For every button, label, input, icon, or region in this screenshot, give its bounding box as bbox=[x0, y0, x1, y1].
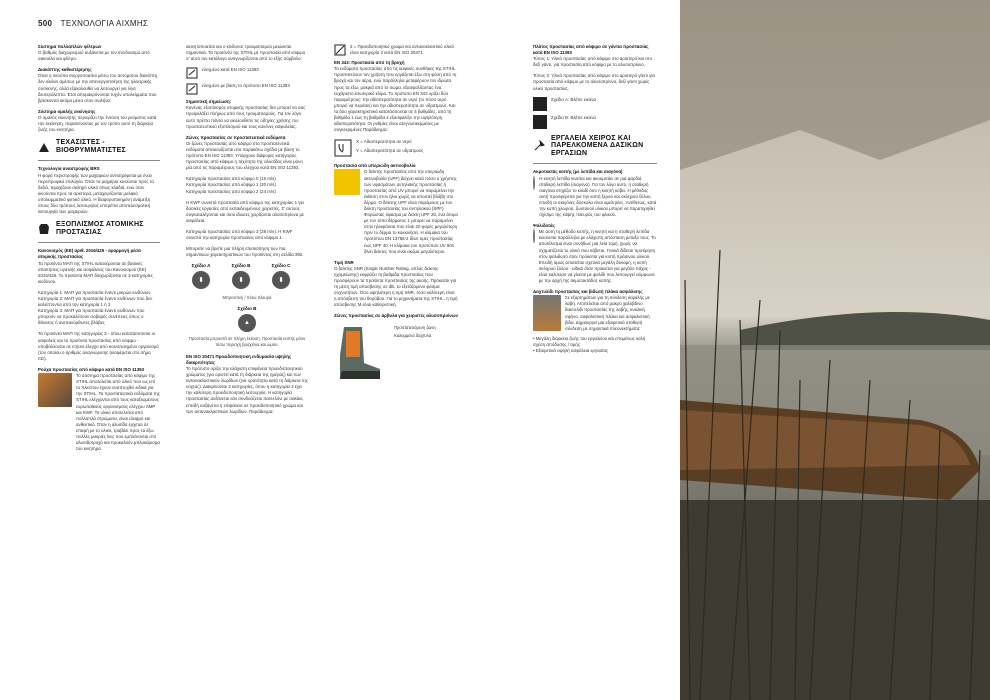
text-overview: Μπορείτε να βρείτε μια πλήρη επισκόπηση των πια σημαντικών χαρακτηριστικών του προϊόντος στη σελίδα 392. bbox=[186, 246, 304, 258]
section-ppe bbox=[38, 221, 160, 236]
axe-icon bbox=[533, 140, 545, 152]
text-protection-zones: Οι ζώνες προστασίας από κόψιμο στα προστατευτικά ενδύματα απεικονίζονται στα παρακάτω σχέδια με βάση το πρότυπο EN ISO 11393. Υπάρχουν διάφορες κατηγορίες προστασίας από κόψιμο η τάχύτητα της αλυσίδας είναι μόνο μία από τις παραμέτρους του ελέγχου κατά EN ISO 11393. bbox=[186, 140, 303, 171]
boot-caption-toes: Καλυμμένα δαχτυλα bbox=[394, 332, 432, 338]
heading-glove-width: Πλάτος προστασίας από κόψιμο σε γάντια προστασίας κατά EN ISO 11393 bbox=[533, 44, 649, 56]
rain-icon bbox=[334, 139, 352, 157]
symbol-based-on: ελεγμένο με βάση το πρότυπο EN ISO 11393 bbox=[202, 83, 290, 89]
text-rain: Το ενδύματα προστασίας από τις καιρικές συνθήκες της STIHL προστατεύουν τον χρήστη που εργάζεται έξω στη φύση από τη βροχή και τον αέρα, ενώ παράλληλα μεταφέρουν τον ιδρώτα προς τα έξω, μακριά από το σώμα, εξασφαλίζοντας ένα ευχάριστο εσωτερικό κλίμα. Το πρότυπο EN 343 ορίζει δύο παραμέτρους: την αδιαπερατότητα σε νερό (το πόσο νερό μπορεί να περάσει) και την αδιαπερατότητα σε υδρατμούς. Και τα δύο χαρακτηριστικά κατατάσσονται σε 4 βαθμίδες, από τη βαθμίδα 1 έως τη βαθμίδα 4 εξασφαλίζει την υψηλότερη αδιαπερατότητα. Οι ρυθμίες είναι ατεγνωτικεμμένες με συγκεκριμένες Παράδειγμα: bbox=[334, 66, 457, 133]
divider bbox=[533, 163, 657, 164]
page-title: ΤΕΧΝΟΛΟΓΙΑ ΑΙΧΜΗΣ bbox=[60, 19, 149, 28]
heading-brs: Τεχνολογία αναστροφής BRS bbox=[38, 166, 100, 172]
chainsaw-symbol-icon bbox=[186, 83, 198, 95]
column-3 bbox=[334, 44, 458, 387]
text-cut-protection-cont: ακινητοποιείται και ο κίνδυνος τραυματισμού μειώνεται σημαντικά. Τα προϊόντα της STIHL με προστασία από κόψιμο σ' αυτό τον κατάλογο αναγνωρίζονται από το εξής σύμβολο: bbox=[186, 44, 306, 62]
heading-boot-zones: Ζώνες προστασίας σε άρβυλα για χειριστές αλυσοπριόνων bbox=[334, 313, 458, 319]
legend-hivis: 2 = Προειδοποιητικό χρώμα και αντανακλαστικό υλικό είναι κατηγορία 2 κατά EN ISO 20471 bbox=[350, 44, 454, 56]
bullet-2: • Εξαιρετικά υψηλή ασφάλεια εργασίας bbox=[533, 347, 608, 353]
heading-bypass: Ψαλιδοτάς bbox=[533, 223, 555, 229]
diagram-a-label: Σχέδιο A bbox=[191, 263, 211, 269]
heading-protection-ring: Δαχτυλίδι προστασίας και βιδωτή πλάκα ασφάλισης bbox=[533, 289, 643, 295]
category-2: Κατηγορία 2: ΜΑΠ για προστασία έναντι κινδύνων που δεν καλύπτονται από την κατηγορία 1 ή 3 bbox=[38, 296, 153, 308]
jacket-diagram-icon: ▲ bbox=[238, 314, 256, 332]
category-3: Κατηγορία 3: ΜΑΠ για προστασία έναντι κινδύνων που μπορούν να προκαλέσουν σοβαρές συνέπειες όπως ο θάνατος ή ανεπανόρθωτες βλάβες bbox=[38, 308, 145, 326]
text-soft-start: Ο ομαλός εκκινητής περιορίζει την ένταση του ρεύματος κατά την εκκίνηση, παρατείνοντας με τον τρόπο αυτό τη διάρκεια ζωής του κινητήρα. bbox=[38, 114, 157, 133]
text-category-3-check: Τα προϊόντα ΜΑΠ της κατηγορίας 3 - όπου κατατάσσονται οι ασφαλείς και τα προϊόντα προστασίας από κόψιμο - υποβάλλονται σε ετήσιο έλεγχο από κοινοποιημένο οργανισμό (του οποίου ο αριθμός αναγνώρισης αναφέρεται στο σήμα CE). bbox=[38, 331, 159, 361]
glove-a-label: Σχέδιο A: Βλέπε εικόνα bbox=[551, 96, 596, 102]
glove-b-icon bbox=[533, 115, 547, 129]
lake-photo bbox=[680, 0, 990, 700]
bullet-1: • Μεγάλη διάρκεια ζωής του εργαλείου και επομένως καλή σχέση απόδοσης / τιμής bbox=[533, 335, 646, 347]
heading-hivis: EN ISO 20471 Προειδοποιητική ενδυμασία υψηλής διακριτότητας bbox=[186, 353, 292, 365]
heading-delay-switch: Διακόπτης καθυστέρησης bbox=[38, 67, 92, 73]
glove-b-label: Σχέδιο B: Βλέπε εικόνα bbox=[551, 114, 596, 120]
heading-anvil: Ακμοτοκτάς κοπής (με λεπίδα και σιαγόνα) bbox=[533, 169, 623, 175]
page-number: 500 bbox=[38, 19, 53, 28]
column-1 bbox=[38, 44, 160, 457]
text-multi-filter: Ο βαθμός διαχωρισμού αυξάνεται με τον συνδυασμό από σακούλα και φίλτρο. bbox=[38, 50, 150, 62]
text-glove-type-1: Τύπος 1: Υλικό προστασίας από κόψιμο στο αριστερό και στο δεξί γάντι, για προστασία από κόψιμο με το αλυσοπρίονο. bbox=[533, 56, 653, 68]
legs-icon: ▮ bbox=[272, 271, 290, 289]
text-class-3: Κατηγορία προστασίας από κόψιμο 3 (28 m/s). Η KWF συνιστά την κατηγορία προστασίας από κόψιμο 1. bbox=[186, 228, 293, 241]
text-anvil: Η κινητή λεπίδα κινείται και ακουμπάει σε μια φαρδιά σταθερή λεπίδα (σιαγόνα). Για τον λόγο αυτό, η σταθερή σιαγόνα στηρίζει το κλαδί όσο η κινητή κόβει. Η μέθοδος αυτή προσφέρεται για την κοπή ξερού και σκληρού ξύλου, επειδή οι σιαγόνες δύσκολα είναι αμελητέες. Αντίθετως, κατά την κοπή χλωρού, ζωντανού υλικού μπορεί να παρατηρηθεί σχίσιμο της κόψης πλευράς του φλοιού. bbox=[539, 175, 657, 218]
jacket-icon bbox=[38, 223, 50, 235]
hivis-icon bbox=[334, 44, 346, 56]
shredder-icon bbox=[38, 141, 50, 153]
heading-cut-protection: Ρούχα προστασίας από κόψιμο κατά EN ISO 11393 bbox=[38, 366, 145, 372]
chainsaw-symbol-icon bbox=[186, 67, 198, 79]
text-kwf: Η KWF συνιστά προστασία από κόψιμο της κατηγορίας 1 για δασικές εργασίες από εκπαιδευμένους χειριστές. Σ' αυτούς συγκαταλέγονται και όσοι ιδιώτες χειρίζονται αλυσοπρίονα με ασφάλεια. bbox=[186, 199, 304, 223]
column-2 bbox=[186, 44, 308, 420]
diagram-b-label: Σχέδιο B bbox=[231, 263, 251, 269]
legend-y: Y = Αδιαπερατότητα σε υδρατμούς bbox=[356, 148, 424, 154]
text-snr: Ο δείκτης SNR (Single Number Rating, απλός δείκτης ηχομείωσης) εκφράζει τη βαθμίδα προστασίας που προσφέρουν τα προϊόντα προστασίας της ακοής. Πρόκειται για τη μέση τιμή αποσβεσης σε dB, το εξετάζομενο φάσμα συχνοτήτων. Όσο υψηλότερη η τιμή SNR, τόσο καλύτερη είναι η απόσβεση του θορύβου. Για το μηχανήματα της STIHL, η τιμή απόσβεσης Μ είναι καθοριστική. bbox=[334, 265, 458, 308]
protection-classes: Κατηγορία προστασίας από κόψιμο 0 (16 m/s) Κατηγορία προστασίας από κόψιμο 1 (20 m/s) Κατηγορία προστασίας από κόψιμο 2 (24 m/s) bbox=[186, 176, 276, 194]
diagram-c bbox=[266, 263, 296, 291]
text-brs: Η φορά περιστροφής των μαχαιριών αντιστρέφεται με έναν περιστροφικό επιλογέα. Όταν τα μαχαίρια κινούνται προς τα δεξιά, τεμαχίζουν σκληρό υλικό όπως κλαδιά, ενώ όταν κινούνται προς τα αριστερά, μεταχειρίζονται μαλακό υπολειμματικό φυτικό υλικό. Η διαφοροποιημένη ανάμειξη στους δύο τρόπους λειτουργίας επιτρέπει αποτελεσματική λειτουργία των μαχαιριών. bbox=[38, 172, 154, 215]
legs-icon: ▮ bbox=[232, 271, 250, 289]
text-delay-switch: Όταν η σκούπα ενεργοποιείται μέσω του αυτόματου διακόπτη, δεν κλείνει αμέσως με την απενεργοποίηση της ηλεκτρικής συσκευής, αλλά εξακολουθεί να λειτουργεί για λίγα δευτερόλεπτα. Έτσι απομακρύνονται τυχόν υπολείμματα που βρίσκονται ακόμα μέσα στον σωλήνα. bbox=[38, 73, 159, 103]
boot-caption-zone: Προστατευόμενη ζώνη bbox=[394, 324, 436, 330]
heading-important-note: Σημαντική σημείωση: bbox=[186, 99, 232, 105]
divider bbox=[38, 160, 160, 161]
text-protection-ring: Σε εξαρτημάτων για τη σύνδεση κεφαλής με λαβή. Αποτελείται από μακρύ χαλύβδινο δακτυλίδι προστασίας της λαβής, κυκλική σφήνα, ασφαλιστική πλάκα και ασφαλιστική βίδα. Δημιουργεί μια εξαιρετικά σταθερή σύνδεση με σημαντικά πλεονεκτήματα: bbox=[565, 295, 650, 331]
category-1: Κατηγορία 1: ΜΑΠ για προστασία έναντι μικρών κινδύνων bbox=[38, 289, 151, 295]
text-important-note: Κανένας εξοπλισμός ατομικής προστασίας δεν μπορεί να σας προφυλάξει πλήρως από τους τραυματισμούς. Για τον λόγο αυτό πρέπει πάντα να ακολουθείτε τις οδηγίες χρήσης του προστατευτικού εξοπλισμού και τους κανόνες ασφαλείας. bbox=[186, 105, 306, 129]
diagram-b-jacket bbox=[217, 306, 277, 332]
diagram-caption: Μπροστινή / πίσω πλευρά bbox=[222, 295, 272, 301]
symbol-tested: ελεγμένο κατά EN ISO 11393 bbox=[202, 67, 259, 73]
section-title-hand-tools: ΕΡΓΑΛΕΙΑ ΧΕΙΡΟΣ ΚΑΙ ΠΑΡΕΛΚΟΜΕΝΑ ΔΑΣΙΚΩΝ ΕΡΓΑΣΙΩΝ bbox=[551, 134, 644, 157]
heading-ppe-regulation: Κανονισμός (ΕΕ) αριθ. 2016/425 - εφαρμογή μέσα ατομικής προστασίας bbox=[38, 248, 141, 260]
heading-multi-filter: Σύστημα πολλαπλών φίλτρων bbox=[38, 44, 102, 49]
heading-soft-start: Σύστημα ομαλής εκκίνησης bbox=[38, 108, 96, 114]
text-hivis: Το πρότυπο ορίζει την ελάχιστη επιφάνεια προειδοποιητικού χρώματος (για οριστεί κατά τη διάρκεια της ημέρας) και των αντανακλαστικών λωρίδων (για ορατότητα κατά τη διάρκεια της νύχτας). Διακρίνονται 3 κατηγορίες, όπου η κατηγορία 3 έχει την καλύτερη προειδοποιητική λειτουργία. Η κατηγορία προστασίας αυξάνεται εάν συνδυάζεται παντελόνι με σακάκι, επειδή αυξάνεται η επιφάνεια σε προειδοποιητικό χρώμα και των αντανακλαστικών λωρίδων. Παράδειγμα: bbox=[186, 366, 308, 414]
column-4 bbox=[533, 44, 657, 359]
uv-sun-image bbox=[334, 169, 360, 195]
text-glove-type-2: Τύπος 2: Υλικό προστασίας από κόψιμο στο αριστερό γάντι για προστασία από κόψιμο με το αλυσοπρίονο, δεξί γάντι χωρίς υλικό προστασίας. bbox=[533, 73, 655, 91]
section-hand-tools bbox=[533, 135, 657, 158]
text-ppe-regulation: Τα προϊόντα ΜΑΠ της STIHL κατανέμονται σε βασικές απαιτήσεις υγιεινής και ασφάλειας του Κανονισμού (ΕΕ) 2016/425. Το προϊόντα ΜΑΠ διαχωρίζονται σε 3 κατηγορίες κινδύνου. bbox=[38, 260, 153, 284]
legs-icon: ▮ bbox=[192, 271, 210, 289]
diagram-c-label: Σχέδιο C bbox=[271, 263, 291, 269]
bypass-shear-icon bbox=[533, 229, 535, 243]
section-title-ppe: ΕΞΟΠΛΙΣΜΟΣ ΑΤΟΜΙΚΗΣ ΠΡΟΣΤΑΣΙΑΣ bbox=[56, 221, 144, 236]
chainsaw-fabric-image bbox=[38, 373, 72, 407]
heading-uv: Προστασία από υπεριώδη ακτινοβολία bbox=[334, 163, 416, 169]
glove-a-icon bbox=[533, 97, 547, 111]
heading-snr: Τιμή SNR bbox=[334, 259, 354, 265]
heading-protection-zones: Ζώνες προστασίας σε προστατευτικά ενδύματα bbox=[186, 134, 286, 140]
diagram-b2-label: Σχέδιο B bbox=[237, 305, 257, 311]
diagram-b2-caption: Προστασία μπροστά σε πλήρη έκταση. Προστασία κοπής μόνο πίσω περιοχή βραχιόνα και ώμου. bbox=[188, 335, 306, 347]
divider bbox=[38, 242, 160, 243]
text-cut-protection: Το σύστημα προστασίας από κόψιμο της STIHL αποτελείται από υλικό που ως επί το πλείστον έχουν αναπτυχθεί ειδικά για την STIHL. Τα προστατευτικά ενδύματα της STIHL ελέγχονται από τους καταξιωμένους ευρωπαϊκούς οργανισμούς ελέγχου SMP και KWF. Το υλικό αποτελείται από πολλαπλά στρώματα, είναι ελαφρύ και ανθεκτικό. Όταν η αλυσίδα έρχεται σε επαφή με το υλικό, τραβάει προς τα έξω πολλές μακριές ίνες που εμπλέκονται στο αλυσιδοτροχό και προκαλούν μπλοκάρισμα του κινητήρα. bbox=[76, 373, 160, 452]
legend-x: X = Αδιαπερατότητα σε νερό bbox=[356, 139, 412, 145]
diagram-a bbox=[186, 263, 216, 291]
text-bypass: Με αυτή τη μέθοδο κοπής, η κινητή και η σταθερή λεπίδα κινούνται παράλληλα με ελάχιστη απόσταση μεταξύ τους. Το αποτέλεσμα είναι συνήθως μια λεία τομή, χωρίς να σχηματίζεται το υλικό που κόβεται. Γενικά δίδεται προτίμηση στον ψαλιδωτό όταν πρόκειται για κοπή πράσινου υλικού. Επειδή όμως απαιτείται σχετικά μεγάλη δύναμη, η κοπή σκληρού ξύλου - ειδικά όταν πρόκειται για μεγάλο πάχος - είναι καλύτερο να γίνεται με ψαλίδι που λειτουργεί σύμφωνα με την αρχή της ακμοτοκτάδος κοπής. bbox=[538, 229, 656, 284]
diagram-b bbox=[226, 263, 256, 291]
text-uv: Ο δείκτης προστασίας από την υπεριώδη ακτινοβολία (UPF) δείχνει κατά πόσο ο χρήστης των υφασμάτων αντηλιακής προστασίας ή προστασίας από UV μπορεί να παραμείνει την έκθεση στον ήλιο χωρίς να υποστεί βλάβη στο δέρμα. Ο δείκτης UPF είναι παρόμοιος με τον δείκτη προστασίας του αντηλιακού (SPF). Φορώντας ύφασμα με δείκτη UPF 20, ένα άτομο με τον τύπο δέρματος 1 μπορεί να παραμείνει στην ηλιοφάνεια που είναι 20 φορές μεγαλύτερη πριν το δέρμα τυ κοκκινήσει. Η κλίμακα του προτύπου EN 13758-2 δίνει τιμές προστασίας έως UPF 40. Η κλίμακα του προτύπου UV 801 δίνει δείκτες που είναι ακόμα μεγαλύτεροι. bbox=[364, 169, 458, 254]
lake-landscape-image bbox=[680, 0, 990, 700]
boot-image bbox=[334, 325, 384, 383]
anvil-shear-icon bbox=[533, 176, 535, 190]
section-title-shredders: ΤΕΧΑΣΙΣΤΕΣ - ΒΙΟΘΡΥΜΜΑΤΙΣΤΕΣ bbox=[56, 139, 126, 154]
page-header bbox=[38, 19, 148, 28]
heading-rain: EN 343: Προστασία από τη βροχή bbox=[334, 60, 405, 66]
section-shredders bbox=[38, 139, 160, 154]
ppe-categories bbox=[38, 290, 160, 327]
axe-head-image bbox=[533, 295, 561, 331]
diagram-row bbox=[186, 263, 308, 291]
